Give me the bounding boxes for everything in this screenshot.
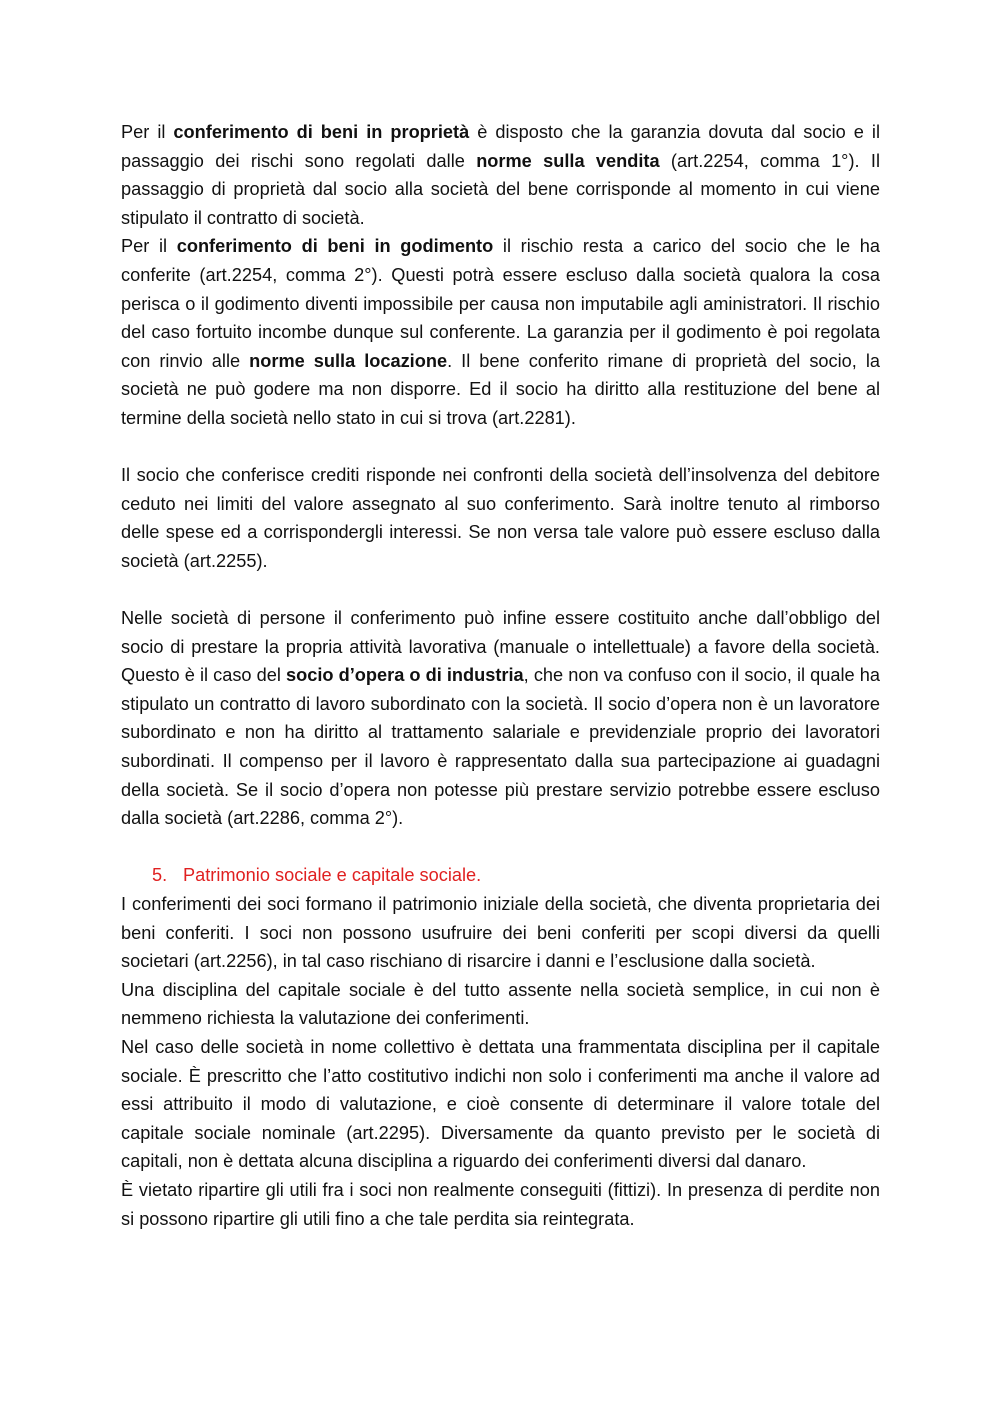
spacer xyxy=(121,833,880,862)
paragraph-utili: È vietato ripartire gli utili fra i soci non realmente conseguiti (fittizi). In presenza di perdite non si possono ripartire gli utili fino a che tale perdita sia reintegrata. xyxy=(121,1179,880,1229)
document-page xyxy=(121,118,880,1233)
bold-term: norme sulla locazione xyxy=(249,350,448,371)
text: Nelle società di persone il conferimento può infine essere costituito anche dall’obbligo del socio di prestare la propria attività lavorativa (manuale o intellettuale) a favore della società. Questo è il caso del xyxy=(121,608,880,686)
section-number: 5. xyxy=(152,865,168,886)
section-title: Patrimonio sociale e capitale sociale. xyxy=(183,865,482,886)
paragraph-socio-opera xyxy=(121,604,880,833)
paragraph-crediti: Il socio che conferisce crediti risponde nei confronti della società dell’insolvenza del debitore ceduto nei limiti del valore assegnato al suo conferimento. Sarà inoltre tenuto al rimborso delle spese ed a corrispondergli interessi. Se non versa tale valore può essere escluso dalla società (art.2255). xyxy=(121,465,880,571)
bold-term: conferimento di beni in godimento xyxy=(176,236,494,257)
spacer xyxy=(121,576,880,605)
spacer xyxy=(121,433,880,462)
text: Per il xyxy=(121,122,174,142)
paragraph-nome-collettivo: Nel caso delle società in nome collettivo è dettata una frammentata disciplina per il capitale sociale. È prescritto che l’atto costitutivo indichi non solo i conferimenti ma anche il valore ad essi attribuito il modo di valutazione, e cioè consente di determinare il valore totale del capitale sociale nominale (art.2295). Diversamente da quanto previsto per le società di capitali, non è dettata alcuna disciplina a riguardo dei conferimenti diversi dal danaro. xyxy=(121,1037,880,1172)
text: , che non va confuso con il socio, il quale ha stipulato un contratto di lavoro subordinato con la società. Il socio d’opera non è un lavoratore subordinato e non ha diritto al trattamento salariale e previdenziale proprio dei lavoratori subordinati. Il compenso per il lavoro è rappresentato dalla sua partecipazione ai guadagni della società. Se il socio d’opera non potesse più prestare servizio potrebbe essere escluso dalla società (art.2286, comma 2°). xyxy=(121,665,880,829)
bold-term: socio d’opera o di industria xyxy=(286,665,524,686)
text: è disposto che la garanzia dovuta dal socio e il passaggio dei rischi sono regolati dalle xyxy=(121,122,880,171)
text: il rischio resta a carico del socio che le ha conferite (art.2254, comma 2°). Questi potrà essere escluso dalla società qualora la cosa perisca o il godimento diventi impossibile per causa non imputabile agli aministratori. Il rischio del caso fortuito incombe dunque sul conferente. La garanzia per il godimento è poi regolata con rinvio alle xyxy=(121,236,880,371)
bold-term: conferimento di beni in proprietà xyxy=(173,122,470,142)
paragraph-societa-semplice: Una disciplina del capitale sociale è del tutto assente nella società semplice, in cui non è nemmeno richiesta la valutazione dei conferimenti. xyxy=(121,979,880,1029)
paragraph-beni-proprieta xyxy=(121,118,880,232)
text: (art.2254, comma 1°). Il passaggio di proprietà dal socio alla società del bene corrisponde al momento in cui viene stipulato il contratto di società. xyxy=(121,150,880,228)
text: Per il xyxy=(121,236,177,257)
paragraph-patrimonio: I conferimenti dei soci formano il patrimonio iniziale della società, che diventa proprietaria dei beni conferiti. I soci non possono usufruire dei beni conferiti per scopi diversi da quelli societari (art.2256), in tal caso rischiano di risarcire i danni e l’esclusione dalla società. xyxy=(121,894,880,972)
paragraph-beni-godimento xyxy=(121,232,880,432)
section-heading xyxy=(121,861,880,890)
bold-term: norme sulla vendita xyxy=(476,150,660,171)
text: . Il bene conferito rimane di proprietà del socio, la società ne può godere ma non disporre. Ed il socio ha diritto alla restituzione del bene al termine della società nello stato in cui si trova (art.2281). xyxy=(121,350,881,428)
